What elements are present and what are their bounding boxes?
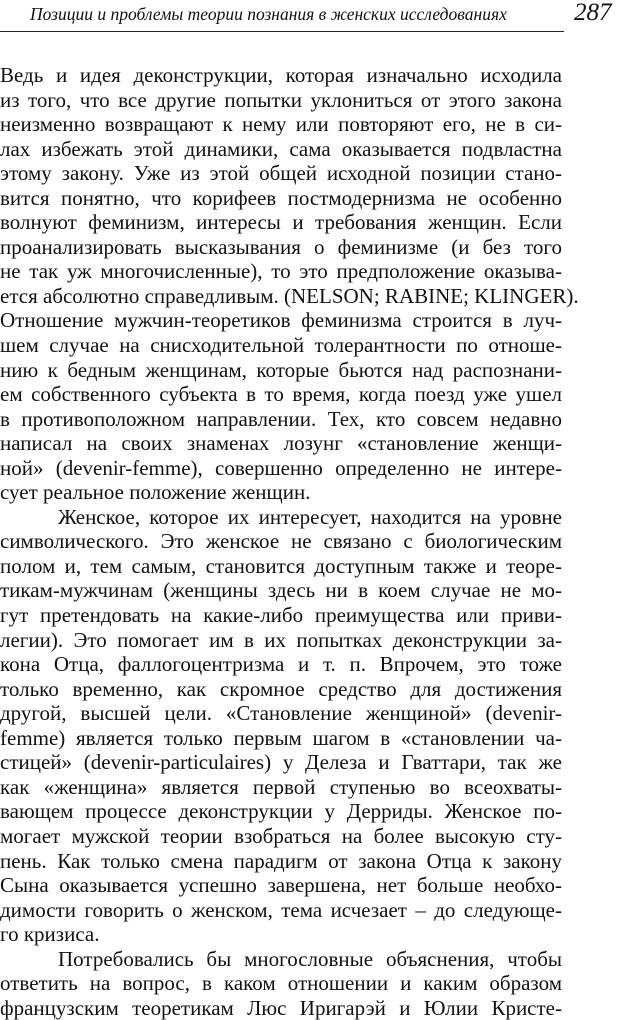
text-line: вающем процессе деконструкции у Дерриды. Женское по-	[0, 799, 562, 824]
text-line: написал на своих знаменах лозунг «становление женщи-	[0, 431, 562, 456]
text-line: димости говорить о женском, тема исчезает – до следующе-	[0, 897, 562, 922]
text-line: Ведь и идея деконструкции, которая изначально исходила	[0, 63, 562, 87]
text-line: полом и, тем самым, становится доступным также и теоре-	[0, 553, 562, 578]
text-line: шем случае на снисходительной толерантности по отноше-	[0, 333, 562, 358]
text-line: в противоположном направлении. Тех, кто совсем недавно	[0, 406, 562, 431]
text-line: не так уж многочисленные), то это предположение оказыва-	[0, 259, 562, 284]
text-line: стицей» (devenir-particulaires) у Делеза и Гваттари, так же	[0, 750, 562, 775]
text-line: вится понятно, что корифеев постмодернизма не особенно	[0, 185, 562, 210]
text-line: Отношение мужчин-теоретиков феминизма строится в луч-	[0, 308, 562, 333]
text-line: символического. Это женское не связано с биологическим	[0, 529, 562, 554]
header-rule	[0, 31, 564, 32]
text-line: го кризиса.	[0, 922, 100, 947]
text-line: Потребовались бы многословные объяснения, чтобы	[58, 946, 562, 971]
text-line: сует реальное положение женщин.	[0, 480, 311, 505]
text-line: Женское, которое их интересует, находится на уровне	[58, 504, 562, 529]
text-line: могает мужской теории взобраться на более высокую сту-	[0, 823, 562, 848]
text-line: пень. Как только смена парадигм от закона Отца к закону	[0, 848, 562, 873]
text-line: французским теоретикам Люс Иригарэй и Юлии Кристе-	[0, 995, 562, 1020]
text-line: тикам-мужчинам (женщины здесь ни в коем случае не мо-	[0, 578, 562, 603]
text-line: из того, что все другие попытки уклониться от этого закона	[0, 87, 562, 112]
text-line: ной» (devenir-femme), совершенно определенно не интере-	[0, 455, 562, 480]
text-line: легии). Это помогает им в их попытках деконструкции за-	[0, 627, 562, 652]
running-header: Позиции и проблемы теории познания в женских исследованиях	[30, 4, 507, 24]
text-line: ответить на вопрос, в каком отношении и каким образом	[0, 971, 562, 996]
text-line: нию к бедным женщинам, которые бьются над распознани-	[0, 357, 562, 382]
text-line: femme) является только первым шагом в «становлении ча-	[0, 725, 562, 750]
text-line: проанализировать высказывания о феминизме (и без того	[0, 234, 562, 259]
text-line: ем собственного субъекта в то время, когда поезд уже ушел	[0, 382, 562, 407]
text-line: Сына оказывается успешно завершена, нет больше необхо-	[0, 873, 562, 898]
text-line: как «женщина» является первой ступенью во всеохваты-	[0, 774, 562, 799]
text-line: неизменно возвращают к нему или повторяют его, не в си-	[0, 112, 562, 137]
text-line: кона Отца, фаллогоцентризма и т. п. Впрочем, это тоже	[0, 652, 562, 677]
text-line: ется абсолютно справедливым. (NELSON; RABINE; KLINGER).	[0, 283, 579, 308]
text-line: лах избежать этой динамики, сама оказывается подвластна	[0, 136, 562, 161]
text-line: волнуют феминизм, интересы и требования женщин. Если	[0, 210, 562, 235]
text-line: этому закону. Уже из этой общей исходной позиции стано-	[0, 161, 562, 186]
text-line: другой, высшей цели. «Становление женщиной» (devenir-	[0, 701, 562, 726]
page-number: 287	[574, 0, 612, 26]
body-text	[0, 63, 579, 1020]
text-line: гут претендовать на какие-либо преимущества или приви-	[0, 603, 562, 628]
text-line: только временно, как скромное средство для достижения	[0, 676, 562, 701]
